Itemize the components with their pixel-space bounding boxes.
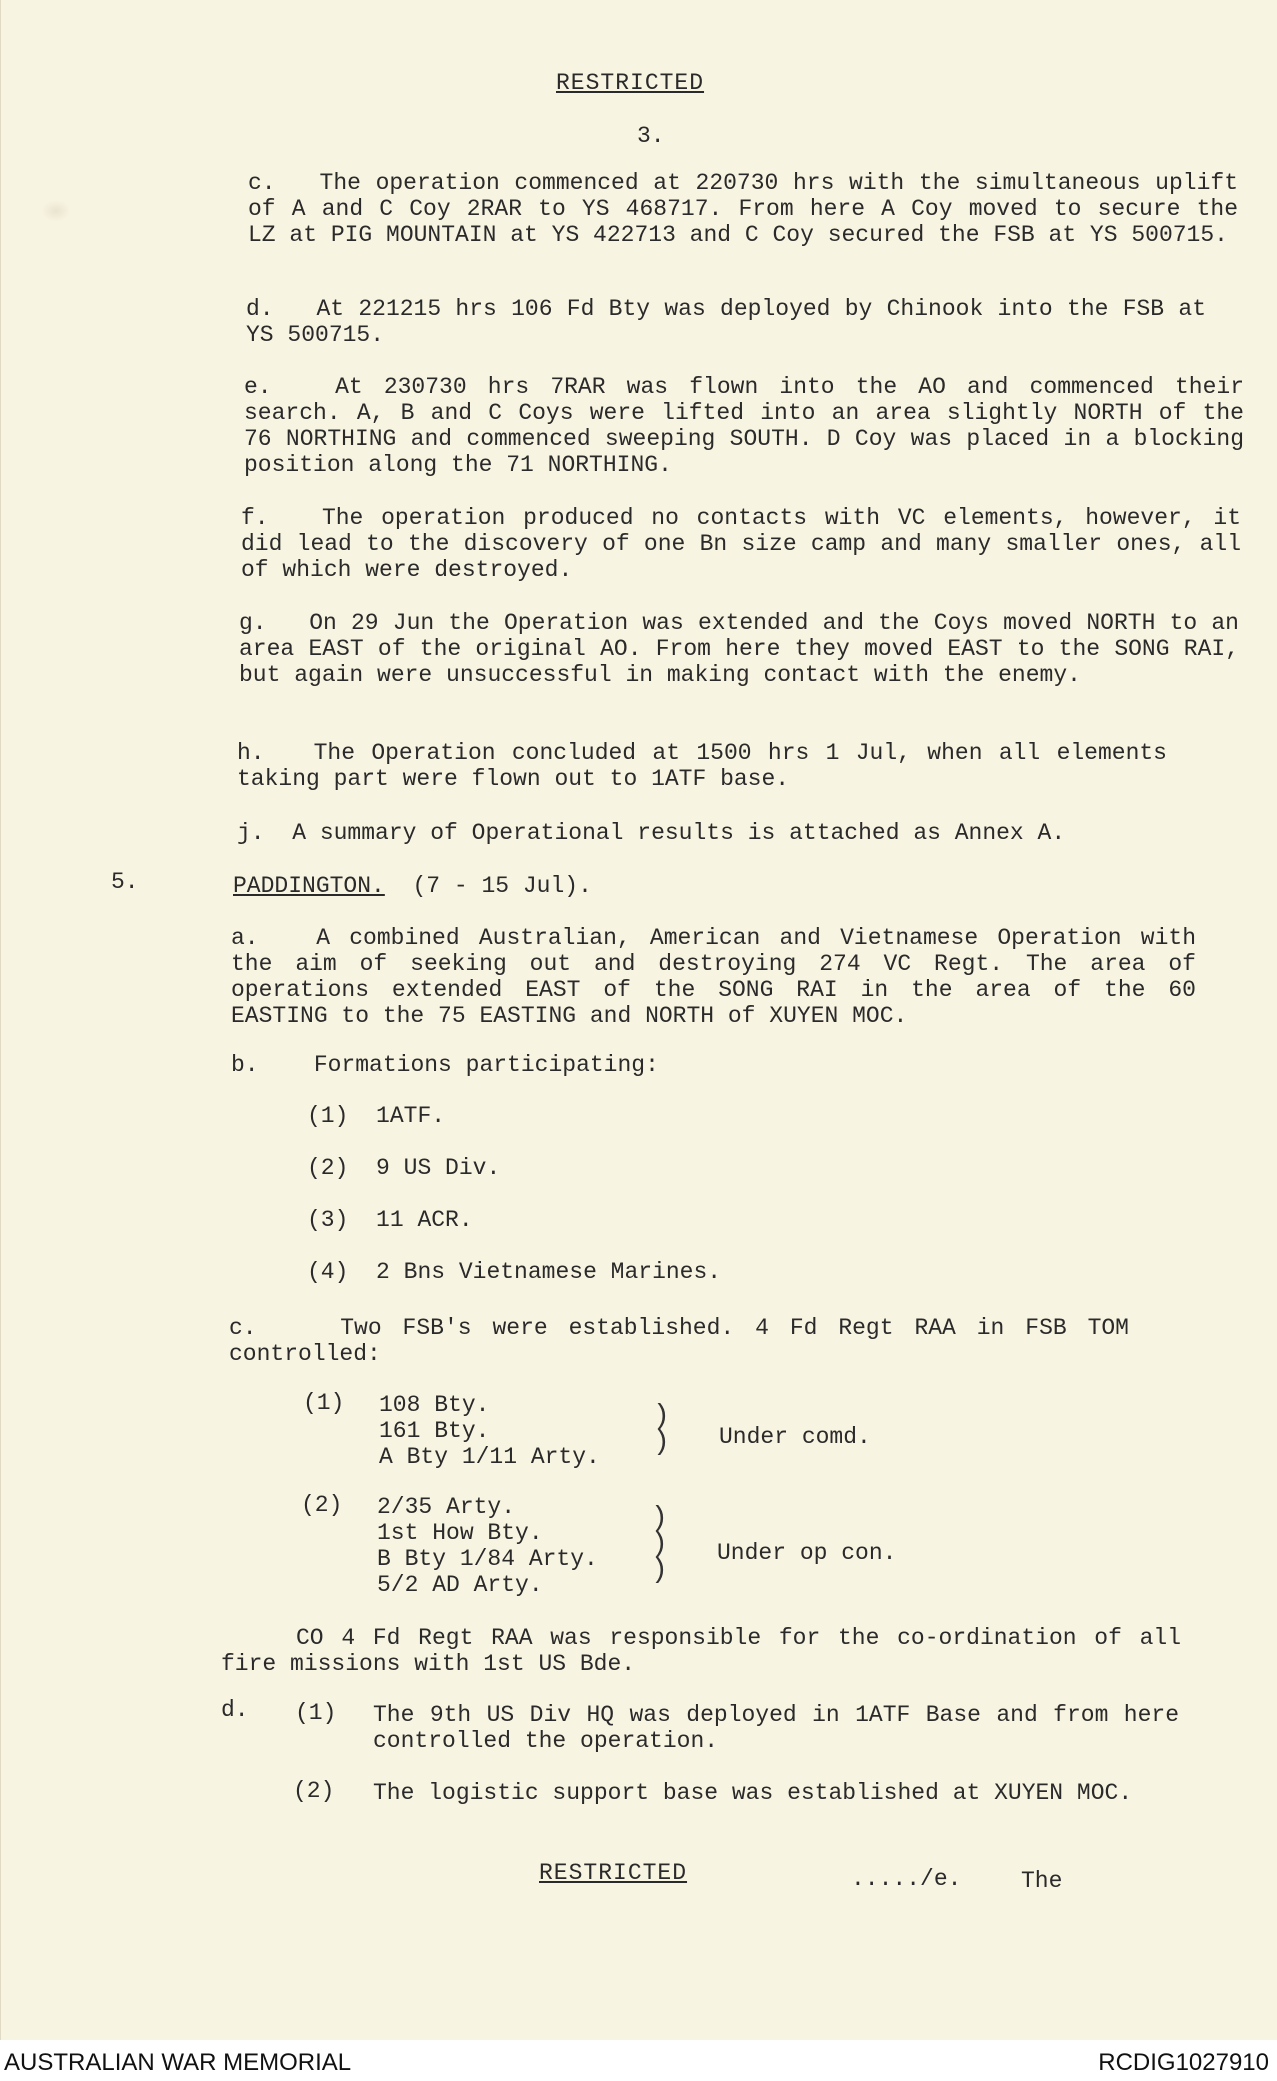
item-number: (3) bbox=[307, 1207, 349, 1233]
item-text: 2 Bns Vietnamese Marines. bbox=[376, 1259, 722, 1285]
item-number: (1) bbox=[295, 1700, 337, 1726]
group-number: (1) bbox=[303, 1390, 345, 1416]
unit-name-amended: B Bty 1/84 Arty. bbox=[377, 1546, 598, 1572]
paragraph-label: h. bbox=[237, 740, 265, 766]
unit-name: A Bty 1/11 Arty. bbox=[379, 1444, 600, 1470]
command-status: Under op con. bbox=[717, 1540, 897, 1566]
paragraph-j bbox=[237, 820, 1065, 846]
paragraph-label: a. bbox=[231, 925, 259, 951]
paragraph-text: The operation commenced at 220730 hrs with the simultaneous uplift of A and C Coy 2RAR to YS 468717. From here A Coy moved to secure the LZ at PIG MOUNTAIN at YS 422713 and C Coy secured the FSB at YS 500715. bbox=[248, 170, 1238, 248]
item-number: (2) bbox=[293, 1778, 335, 1804]
formation-item bbox=[307, 1155, 500, 1181]
paragraph-label: f. bbox=[241, 505, 269, 531]
unit-name: 5/2 AD Arty. bbox=[377, 1572, 543, 1598]
paragraph-5b bbox=[231, 1052, 659, 1078]
paragraph-text: The Operation concluded at 1500 hrs 1 Jul, when all elements taking part were flown out to 1ATF base. bbox=[237, 740, 1167, 792]
archive-reference: RCDIG1027910 bbox=[1098, 2049, 1269, 2076]
bracket-mark: ) ) ) bbox=[651, 1503, 668, 1586]
paragraph-5a bbox=[231, 925, 1196, 1029]
coordination-note: CO 4 Fd Regt RAA was responsible for the co-ordination of all fire missions with 1st US Bde. bbox=[221, 1625, 1181, 1677]
paragraph-text: Formations participating: bbox=[313, 1052, 659, 1078]
item-number: (2) bbox=[307, 1155, 349, 1181]
item-text: The logistic support base was established at XUYEN MOC. bbox=[373, 1780, 1133, 1806]
paper-blemish bbox=[41, 200, 71, 222]
paragraph-label: c. bbox=[248, 170, 276, 196]
unit-name: 2/35 Arty. bbox=[377, 1494, 516, 1520]
paragraph-text: A combined Australian, American and Vietnamese Operation with the aim of seeking out and destroying 274 VC Regt. The area of operations extended EAST of the SONG RAI in the area of the 60 EASTING to the 75 EASTING and NORTH of XUYEN MOC. bbox=[231, 925, 1196, 1029]
paragraph-label: d. bbox=[246, 296, 274, 322]
paragraph-c bbox=[248, 170, 1238, 248]
classification-footer: RESTRICTED bbox=[539, 1860, 688, 1886]
paragraph-text: A summary of Operational results is attached as Annex A. bbox=[292, 820, 1066, 846]
paragraph-h bbox=[237, 740, 1167, 792]
formation-item bbox=[307, 1103, 445, 1129]
paragraph-label: j. bbox=[237, 820, 265, 846]
formation-item bbox=[307, 1259, 721, 1285]
paragraph-text: The operation produced no contacts with VC elements, however, it did lead to the discovery of one Bn size camp and many smaller ones, all of which were destroyed. bbox=[241, 505, 1241, 583]
unit-name: 1st How Bty. bbox=[377, 1520, 543, 1546]
command-status: Under comd. bbox=[719, 1424, 871, 1450]
institution-name: AUSTRALIAN WAR MEMORIAL bbox=[4, 2049, 352, 2076]
item-text: 1ATF. bbox=[376, 1103, 446, 1129]
paragraph-e bbox=[244, 374, 1244, 478]
paragraph-g bbox=[239, 610, 1239, 688]
item-number: (4) bbox=[307, 1259, 349, 1285]
paragraph-text: At 221215 hrs 106 Fd Bty was deployed by Chinook into the FSB at YS 500715. bbox=[246, 296, 1206, 348]
unit-name: 161 Bty. bbox=[379, 1418, 490, 1444]
operation-name: PADDINGTON. bbox=[233, 873, 385, 899]
paragraph-text: On 29 Jun the Operation was extended and the Coys moved NORTH to an area EAST of the original AO. From here they moved EAST to the SONG RAI, but again were unsuccessful in making contact with the enemy. bbox=[239, 610, 1239, 688]
paragraph-label: b. bbox=[231, 1052, 259, 1078]
paragraph-label: g. bbox=[239, 610, 267, 636]
item-text: The 9th US Div HQ was deployed in 1ATF Base and from here controlled the operation. bbox=[373, 1702, 1179, 1754]
paragraph-label: c. bbox=[229, 1315, 257, 1341]
bracket-mark: ) ) bbox=[653, 1401, 670, 1458]
paragraph-f bbox=[241, 505, 1241, 583]
paragraph-label: d. bbox=[221, 1697, 249, 1723]
section-number: 5. bbox=[111, 869, 139, 895]
item-text: 11 ACR. bbox=[376, 1207, 473, 1233]
paragraph-text: Two FSB's were established. 4 Fd Regt RAA in FSB TOM controlled: bbox=[229, 1315, 1129, 1367]
continuation-mark: ...../e. bbox=[851, 1866, 962, 1892]
archive-footer bbox=[0, 2044, 1277, 2081]
paragraph-5c bbox=[229, 1315, 1129, 1367]
item-text: 9 US Div. bbox=[376, 1155, 501, 1181]
section-heading bbox=[233, 873, 592, 899]
page-number: 3. bbox=[637, 123, 665, 149]
operation-dates: (7 - 15 Jul). bbox=[412, 873, 592, 899]
paragraph-d bbox=[246, 296, 1206, 348]
unit-name: 108 Bty. bbox=[379, 1392, 490, 1418]
classification-header: RESTRICTED bbox=[556, 70, 705, 96]
group-number: (2) bbox=[301, 1492, 343, 1518]
paragraph-text: At 230730 hrs 7RAR was flown into the AO and commenced their search. A, B and C Coys were lifted into an area slightly NORTH of the 76 NORTHING and commenced sweeping SOUTH. D Coy was placed in a blocking position along the 71 NORTHING. bbox=[244, 374, 1244, 478]
paragraph-label: e. bbox=[244, 374, 272, 400]
next-page-word: The bbox=[1021, 1868, 1063, 1894]
formation-item bbox=[307, 1207, 473, 1233]
item-number: (1) bbox=[307, 1103, 349, 1129]
